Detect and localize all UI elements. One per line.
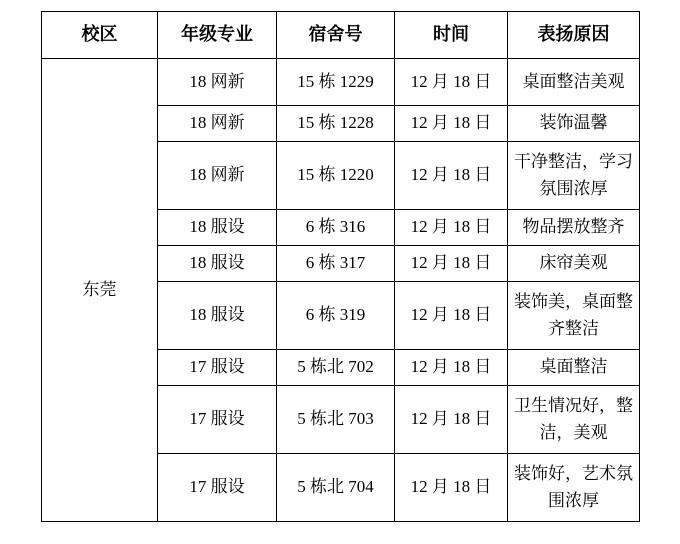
grade-major-cell: 17 服设 — [158, 386, 277, 454]
header-campus: 校区 — [42, 12, 158, 59]
campus-cell: 东莞 — [42, 59, 158, 522]
praise-reason-cell: 装饰美，桌面整齐整洁 — [508, 282, 640, 350]
grade-major-cell: 18 服设 — [158, 282, 277, 350]
praise-reason-cell: 桌面整洁美观 — [508, 59, 640, 106]
grade-major-cell: 18 服设 — [158, 246, 277, 282]
time-cell: 12 月 18 日 — [395, 59, 508, 106]
header-dorm-number: 宿舍号 — [277, 12, 395, 59]
praise-reason-cell: 卫生情况好，整洁，美观 — [508, 386, 640, 454]
dorm-number-cell: 6 栋 317 — [277, 246, 395, 282]
praise-reason-cell: 装饰温馨 — [508, 106, 640, 142]
dorm-number-cell: 5 栋北 704 — [277, 454, 395, 522]
time-cell: 12 月 18 日 — [395, 106, 508, 142]
time-cell: 12 月 18 日 — [395, 454, 508, 522]
time-cell: 12 月 18 日 — [395, 282, 508, 350]
grade-major-cell: 18 网新 — [158, 106, 277, 142]
time-cell: 12 月 18 日 — [395, 210, 508, 246]
praise-reason-cell: 物品摆放整齐 — [508, 210, 640, 246]
praise-reason-cell: 装饰好，艺术氛围浓厚 — [508, 454, 640, 522]
grade-major-cell: 17 服设 — [158, 350, 277, 386]
dorm-number-cell: 6 栋 316 — [277, 210, 395, 246]
table-row — [42, 59, 640, 106]
dorm-number-cell: 15 栋 1229 — [277, 59, 395, 106]
dorm-number-cell: 15 栋 1220 — [277, 142, 395, 210]
grade-major-cell: 18 网新 — [158, 142, 277, 210]
time-cell: 12 月 18 日 — [395, 246, 508, 282]
dorm-number-cell: 6 栋 319 — [277, 282, 395, 350]
time-cell: 12 月 18 日 — [395, 350, 508, 386]
header-praise-reason: 表扬原因 — [508, 12, 640, 59]
grade-major-cell: 18 网新 — [158, 59, 277, 106]
grade-major-cell: 17 服设 — [158, 454, 277, 522]
header-time: 时间 — [395, 12, 508, 59]
praise-reason-cell: 桌面整洁 — [508, 350, 640, 386]
praise-reason-cell: 干净整洁，学习氛围浓厚 — [508, 142, 640, 210]
header-grade-major: 年级专业 — [158, 12, 277, 59]
dorm-number-cell: 5 栋北 703 — [277, 386, 395, 454]
dorm-number-cell: 5 栋北 702 — [277, 350, 395, 386]
dorm-number-cell: 15 栋 1228 — [277, 106, 395, 142]
time-cell: 12 月 18 日 — [395, 142, 508, 210]
grade-major-cell: 18 服设 — [158, 210, 277, 246]
time-cell: 12 月 18 日 — [395, 386, 508, 454]
table-header-row — [42, 12, 640, 59]
dorm-praise-table — [41, 11, 640, 522]
praise-reason-cell: 床帘美观 — [508, 246, 640, 282]
